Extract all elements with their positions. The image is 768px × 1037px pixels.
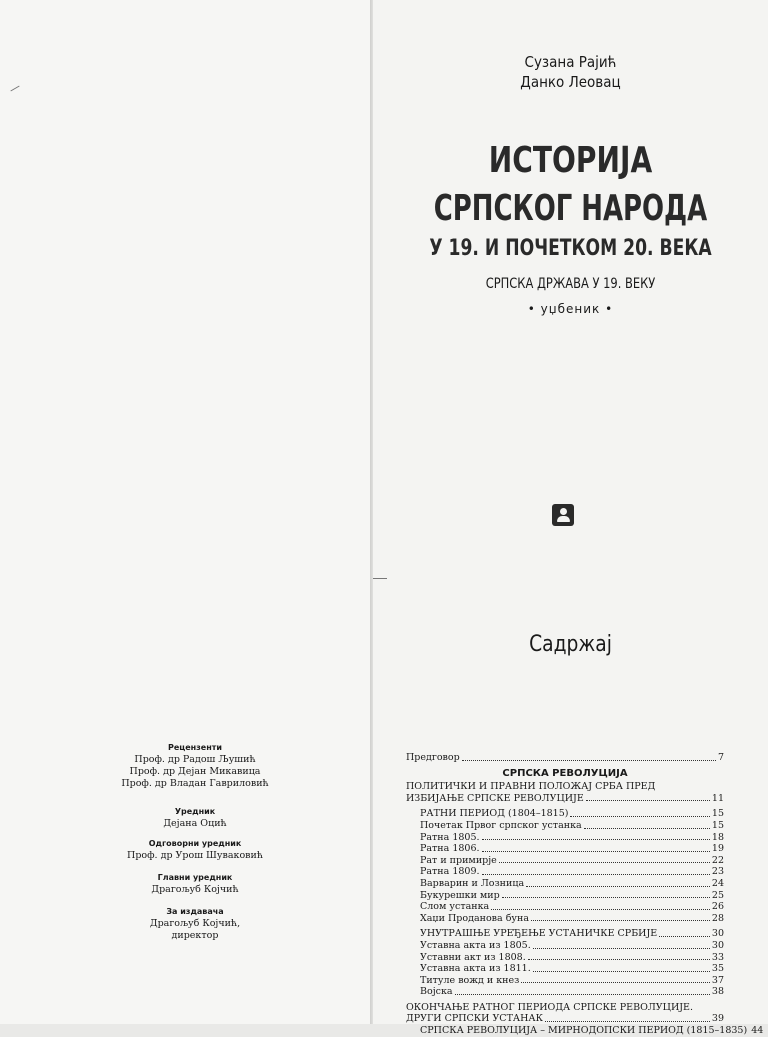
toc-entry (406, 952, 724, 964)
toc-entry (406, 975, 724, 987)
toc-entry (406, 793, 724, 805)
credits-responsible-editor (110, 838, 280, 862)
table-of-contents (406, 752, 764, 1037)
book-title-line3: У 19. И ПОЧЕТКОМ 20. ВЕКА (429, 236, 712, 261)
book-title-line2: СРПСКОГ НАРОДА (433, 188, 708, 229)
toc-entry-text: Уставна акта из 1811. (420, 963, 531, 975)
toc-entry-page: 44 (751, 1025, 764, 1037)
author-name: Сузана Рајић (524, 53, 617, 71)
toc-entry-page: 18 (711, 831, 724, 843)
toc-entry-text: УНУТРАШЊЕ УРЕЂЕЊЕ УСТАНИЧКЕ СРБИЈЕ (420, 928, 658, 940)
toc-entry-page: 15 (711, 808, 724, 820)
toc-entry (406, 1025, 764, 1037)
toc-entry-page: 24 (711, 877, 724, 889)
credits-label: Уредник (174, 807, 216, 816)
credits-chief-editor (110, 872, 280, 896)
toc-entry-page: 30 (711, 928, 724, 940)
toc-entry-page: 35 (711, 963, 724, 975)
crop-mark (10, 86, 19, 92)
toc-entry (406, 808, 724, 820)
credits-label: За издавача (166, 907, 224, 916)
textbook-label: • уџбеник • (527, 302, 614, 316)
toc-entry (406, 901, 724, 913)
contact-portrait-icon[interactable] (552, 504, 574, 526)
toc-entry-text: Почетак Првог српског устанка (420, 819, 582, 831)
toc-entry (406, 843, 724, 855)
credits-reviewers (110, 742, 280, 790)
toc-entry-text: ОКОНЧАЊЕ РАТНОГ ПЕРИОДА СРПСКЕ РЕВОЛУЦИЈЕ. (406, 1001, 693, 1013)
toc-entry-text: СРПСКА РЕВОЛУЦИЈА – МИРНОДОПСКИ ПЕРИОД (1815–1835) (420, 1025, 748, 1037)
toc-entry (406, 878, 724, 890)
toc-entry-page: 7 (717, 752, 724, 763)
toc-entry-page: 28 (711, 912, 724, 924)
credits-label: Одговорни уредник (148, 839, 242, 848)
toc-entry-text: РАТНИ ПЕРИОД (1804–1815) (420, 808, 569, 820)
toc-entry-page: 33 (711, 951, 724, 963)
toc-entry (406, 913, 724, 925)
toc-entry-text: ДРУГИ СРПСКИ УСТАНАК (406, 1013, 543, 1025)
credits-name: Проф. др Владан Гавриловић (121, 778, 269, 789)
credits-name: директор (171, 930, 219, 941)
toc-entry (406, 940, 724, 952)
toc-entry-page: 22 (711, 854, 724, 866)
toc-entry-text: Уставна акта из 1805. (420, 939, 531, 951)
toc-entry (406, 986, 724, 998)
left-page (0, 0, 373, 1024)
credits-publisher (110, 906, 280, 942)
toc-entry-text: Букурешки мир (420, 889, 500, 901)
credits-name: Проф. др Радош Љушић (134, 754, 256, 765)
toc-entry (406, 890, 724, 902)
toc-entry-page: 38 (711, 986, 724, 998)
toc-entry-page: 25 (711, 889, 724, 901)
authors (373, 52, 768, 92)
toc-entry-page: 11 (711, 792, 724, 804)
credits-name: Драгољуб Којчић (151, 884, 239, 895)
toc-entry-text: Ратна 1806. (420, 843, 480, 855)
toc-entry (406, 855, 724, 867)
book-title-line1: ИСТОРИЈА (488, 140, 653, 181)
toc-entry-text: Предговор (406, 752, 460, 763)
toc-entry (406, 832, 724, 844)
toc-entry-text: Слом устанка (420, 901, 490, 913)
toc-entry-text: Рат и примирје (420, 854, 497, 866)
toc-entry-text: Хаџи Проданова буна (420, 912, 529, 924)
toc-entry-text: Варварин и Лозница (420, 877, 525, 889)
toc-entry (406, 963, 724, 975)
toc-entry-text: Титуле вожд и кнез (420, 974, 520, 986)
toc-entry-text: Ратна 1809. (420, 866, 480, 878)
toc-entry (406, 1013, 724, 1025)
toc-entry-page: 39 (711, 1013, 724, 1025)
credits-name: Драгољуб Којчић, (149, 918, 241, 929)
author-name: Данко Леовац (520, 73, 621, 91)
credits-label: Главни уредник (157, 873, 233, 882)
crop-mark (373, 578, 387, 579)
credits-editor (110, 806, 280, 830)
toc-entry (406, 820, 724, 832)
credits-name: Дејана Оцић (163, 818, 227, 829)
toc-entry-text: Уставни акт из 1808. (420, 951, 526, 963)
right-page (373, 0, 768, 1037)
toc-entry (406, 752, 724, 764)
toc-entry-text: Ратна 1805. (420, 831, 480, 843)
toc-entry (406, 928, 724, 940)
credits-name: Проф. др Урош Шуваковић (127, 850, 263, 861)
credits-name: Проф. др Дејан Микавица (129, 766, 261, 777)
credits-label: Рецензенти (167, 743, 222, 752)
toc-entry-page: 30 (711, 939, 724, 951)
book-subtitle: СРПСКА ДРЖАВА У 19. ВЕКУ (485, 276, 656, 292)
toc-entry-page: 37 (711, 974, 724, 986)
toc-entry-text: ПОЛИТИЧКИ И ПРАВНИ ПОЛОЖАЈ СРБА ПРЕД (406, 781, 656, 793)
toc-entry-page: 26 (711, 901, 724, 913)
toc-entry-text: ИЗБИЈАЊЕ СРПСКЕ РЕВОЛУЦИЈЕ (406, 792, 584, 804)
contents-heading: Садржај (529, 632, 612, 657)
toc-entry (406, 866, 724, 878)
toc-entry-page: 19 (711, 843, 724, 855)
toc-entry-page: 23 (711, 866, 724, 878)
toc-entry-page: 15 (711, 819, 724, 831)
toc-section-title: СРПСКА РЕВОЛУЦИЈА (502, 767, 628, 779)
toc-entry-text: Војска (420, 986, 453, 998)
